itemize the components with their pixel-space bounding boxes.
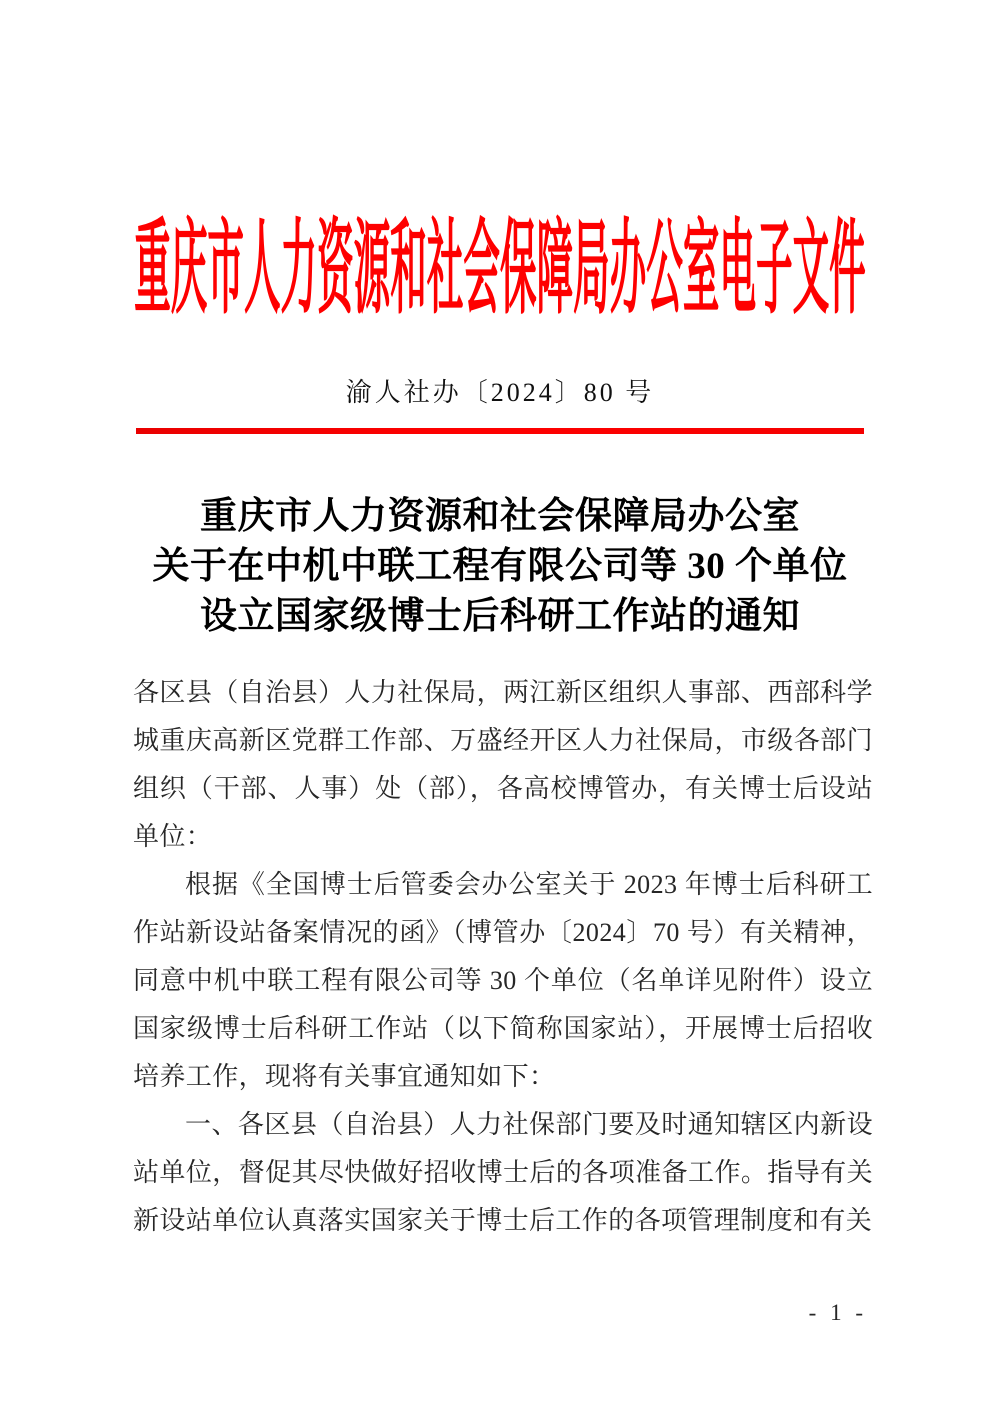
title-line-1: 重庆市人力资源和社会保障局办公室 [200, 496, 800, 537]
document-number: 渝人社办〔2024〕80 号 [345, 378, 655, 407]
document-title [120, 492, 880, 642]
paragraph-item-one: 一、各区县（自治县）人力社保部门要及时通知辖区内新设站单位，督促其尽快做好招收博士后的各项准备工作。指导有关新设站单位认真落实国家关于博士后工作的各项管理制度和有关 [133, 1110, 873, 1235]
red-header-banner-container [0, 211, 1000, 327]
title-line-2: 关于在中机中联工程有限公司等 30 个单位 [152, 546, 848, 587]
red-header-banner: 重庆市人力资源和社会保障局办公室电子文件 [134, 211, 866, 327]
title-line-3: 设立国家级博士后科研工作站的通知 [200, 596, 800, 637]
red-divider-line [136, 428, 864, 434]
page-number: - 1 - [808, 1300, 867, 1325]
paragraph-addressees: 各区县（自治县）人力社保局，两江新区组织人事部、西部科学城重庆高新区党群工作部、万盛经开区人力社保局，市级各部门组织（干部、人事）处（部），各高校博管办，有关博士后设站单位： [133, 678, 873, 851]
paragraph-basis: 根据《全国博士后管委会办公室关于 2023 年博士后科研工作站新设站备案情况的函》（博管办〔2024〕70 号）有关精神，同意中机中联工程有限公司等 30 个单位（名单详见附件）设立国家级博士后科研工作站（以下简称国家站），开展博士后招收培养工作，现将有关事宜通知如下： [133, 870, 873, 1091]
document-body [133, 669, 873, 1245]
